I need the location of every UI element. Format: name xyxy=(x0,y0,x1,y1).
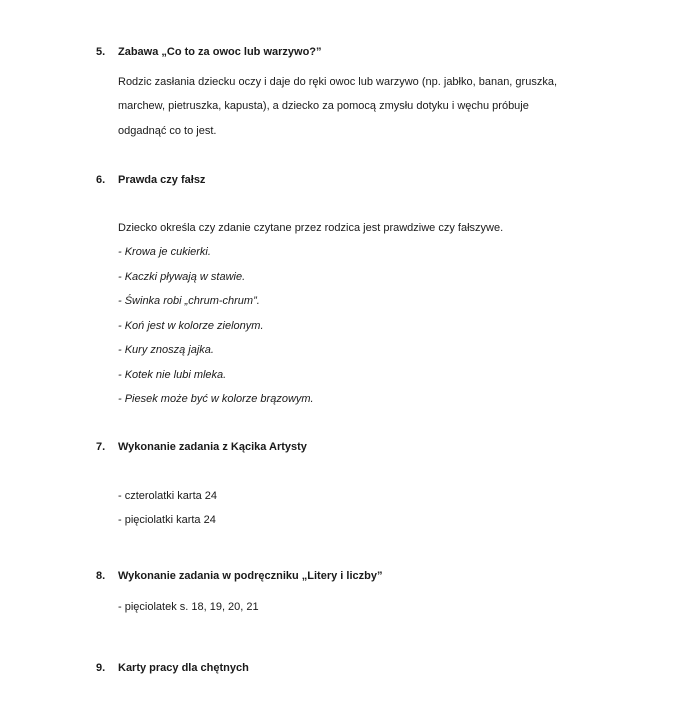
list-item: - Kury znoszą jajka. xyxy=(118,344,214,356)
list-item: - Piesek może być w kolorze brązowym. xyxy=(118,393,314,405)
list-item: - czterolatki karta 24 xyxy=(118,490,218,502)
section-number: 7. xyxy=(96,441,106,453)
section-number: 5. xyxy=(96,46,106,58)
list-item: - Kaczki pływają w stawie. xyxy=(118,271,246,283)
list-item: - pięciolatki karta 24 xyxy=(118,514,216,526)
section-title: Wykonanie zadania z Kącika Artysty xyxy=(118,441,307,453)
list-item: - Kotek nie lubi mleka. xyxy=(118,369,227,381)
paragraph-line: Dziecko określa czy zdanie czytane przez rodzica jest prawdziwe czy fałszywe. xyxy=(118,222,504,234)
paragraph-line: Rodzic zasłania dziecku oczy i daje do ręki owoc lub warzywo (np. jabłko, banan, gruszka, xyxy=(118,76,557,88)
paragraph-line: marchew, pietruszka, kapusta), a dziecko za pomocą zmysłu dotyku i węchu próbuje xyxy=(118,100,529,112)
paragraph-line: odgadnąć co to jest. xyxy=(118,125,217,137)
section-title: Prawda czy fałsz xyxy=(118,174,206,186)
section-title: Karty pracy dla chętnych xyxy=(118,662,249,674)
section-number: 9. xyxy=(96,662,106,674)
section-number: 8. xyxy=(96,570,106,582)
section-number: 6. xyxy=(96,174,106,186)
list-item: - Krowa je cukierki. xyxy=(118,246,211,258)
list-item: - Świnka robi „chrum-chrum”. xyxy=(118,295,260,307)
list-item: - pięciolatek s. 18, 19, 20, 21 xyxy=(118,601,259,613)
list-item: - Koń jest w kolorze zielonym. xyxy=(118,320,264,332)
section-title: Zabawa „Co to za owoc lub warzywo?” xyxy=(118,46,322,58)
section-title: Wykonanie zadania w podręczniku „Litery i liczby” xyxy=(118,570,383,582)
